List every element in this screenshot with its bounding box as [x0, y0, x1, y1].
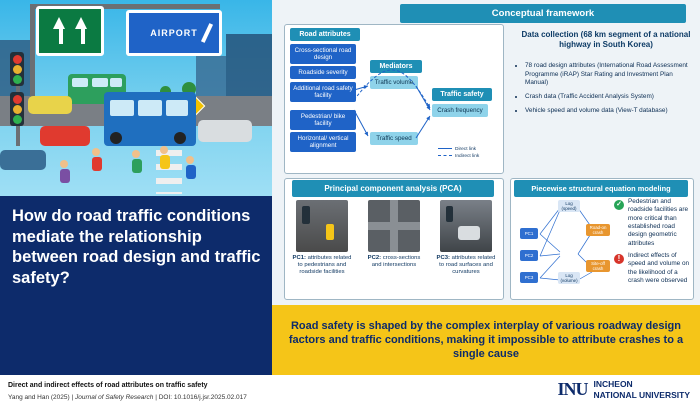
- pedestrian: [92, 148, 102, 171]
- pca-image-1: [296, 200, 348, 252]
- university-logo: [557, 379, 690, 400]
- sem-node-road-on-crash: Road-on crash: [586, 224, 610, 236]
- traffic-safety-header: Traffic safety: [432, 88, 492, 101]
- data-collection-title: Data collection (68 km segment of a national highway in South Korea): [521, 30, 691, 50]
- logo-text: [594, 379, 691, 399]
- car: [28, 96, 72, 114]
- check-icon: ✓: [614, 200, 624, 210]
- sem-node-pc2: PC2: [520, 250, 538, 261]
- pca-component: [434, 200, 498, 276]
- car: [40, 126, 90, 146]
- alert-icon: !: [614, 254, 624, 264]
- sem-title: Piecewise structural equation modeling: [514, 180, 688, 197]
- figure-caption: Direct and indirect effects of road attributes on traffic safety: [8, 382, 208, 389]
- arrow-icon: [201, 23, 213, 43]
- legend-indirect: Indirect link: [438, 153, 479, 160]
- pca-image-3: [440, 200, 492, 252]
- sem-node-log-speed: Log (speed): [558, 200, 580, 212]
- sem-node-site-off-crash: Site-off crash: [586, 260, 610, 272]
- key-message-banner: [272, 305, 700, 375]
- road-attributes-header: Road attributes: [290, 28, 360, 41]
- citation: Yang and Han (2025) | Journal of Safety Research | DOI: 10.1016/j.jsr.2025.02.017: [8, 394, 247, 401]
- bullet-item: • Vehicle speed and volume data (View-T database): [525, 107, 696, 116]
- lane-arrows-sign: [36, 6, 104, 56]
- bullet-item: • 78 road design attributes (International Road Assessment Programme (iRAP) Star Rating and Investment Plan Manual): [525, 62, 696, 88]
- traffic-light-icon: [10, 52, 24, 86]
- conceptual-framework-header: [400, 4, 686, 23]
- street-illustration: [0, 0, 272, 196]
- logo-line-2: NATIONAL UNIVERSITY: [593, 389, 690, 400]
- road-attribute-item: Additional road safety facility: [290, 82, 356, 102]
- pca-caption-3: PC3: attributes related to road surfaces and curvatures: [436, 255, 496, 276]
- mediators-header: Mediators: [370, 60, 422, 73]
- pca-caption-2: PC2: cross-sections and intersections: [367, 255, 421, 269]
- pca-title: Principal component analysis (PCA): [292, 180, 494, 197]
- page-title: How do road traffic conditions mediate the relationship between road design and traffic safety?: [12, 207, 261, 287]
- traffic-safety-item: Crash frequency: [432, 104, 488, 117]
- pca-image-2: [368, 200, 420, 252]
- road-attribute-item: Roadside severity: [290, 66, 356, 79]
- citation-journal: Journal of Safety Research: [75, 394, 154, 401]
- car: [0, 150, 46, 170]
- traffic-light-icon: [10, 92, 24, 126]
- pca-caption-1: PC1: attributes related to pedestrians and roadside facilities: [292, 255, 352, 276]
- pedestrian: [60, 160, 70, 183]
- building: [196, 56, 226, 100]
- key-message-text: Road safety is shaped by the complex interplay of various roadway design factors and traffic conditions, making it impossible to attribute crashes to a single cause: [288, 319, 684, 361]
- road-attribute-item: Cross-sectional road design: [290, 44, 356, 64]
- pca-component: [290, 200, 354, 276]
- sign-pole: [30, 4, 35, 100]
- sem-node-pc1: PC1: [520, 228, 538, 239]
- sem-finding-2: Indirect effects of speed and volume on the likelihood of a crash were observed: [628, 252, 690, 284]
- building: [226, 34, 272, 100]
- road-attribute-item: Pedestrian/ bike facility: [290, 110, 356, 130]
- citation-doi: DOI: 10.1016/j.jsr.2025.02.017: [158, 394, 247, 401]
- legend-direct: Direct link: [438, 146, 479, 153]
- legend: [438, 146, 479, 160]
- bullet-item: • Crash data (Traffic Accident Analysis System): [525, 93, 696, 102]
- sem-diagram: [514, 198, 606, 292]
- logo-mark: INU: [557, 379, 588, 399]
- pedestrian: [132, 150, 142, 173]
- sem-node-pc3: PC3: [520, 272, 538, 283]
- logo-line-1: INCHEON: [593, 379, 633, 390]
- road-attribute-item: Horizontal/ vertical alignment: [290, 132, 356, 152]
- airport-sign-label: AIRPORT: [150, 28, 198, 38]
- bus: [104, 92, 196, 146]
- pedestrian: [160, 146, 170, 169]
- pca-component: [362, 200, 426, 269]
- mediator-item: Traffic speed: [370, 132, 418, 145]
- sem-finding-1: Pedestrian and roadside facilities are more critical than established road design geometric attributes: [628, 198, 689, 247]
- car: [198, 120, 252, 142]
- citation-authors: Yang and Han (2025): [8, 394, 70, 401]
- conceptual-framework-label: Conceptual framework: [400, 4, 686, 23]
- sem-node-log-volume: Log (volume): [558, 272, 580, 284]
- airport-sign: [126, 10, 222, 56]
- left-panel: [0, 0, 272, 375]
- data-collection-bullets: [516, 62, 696, 120]
- mediator-item: Traffic volume: [370, 76, 418, 89]
- pedestrian: [186, 156, 196, 179]
